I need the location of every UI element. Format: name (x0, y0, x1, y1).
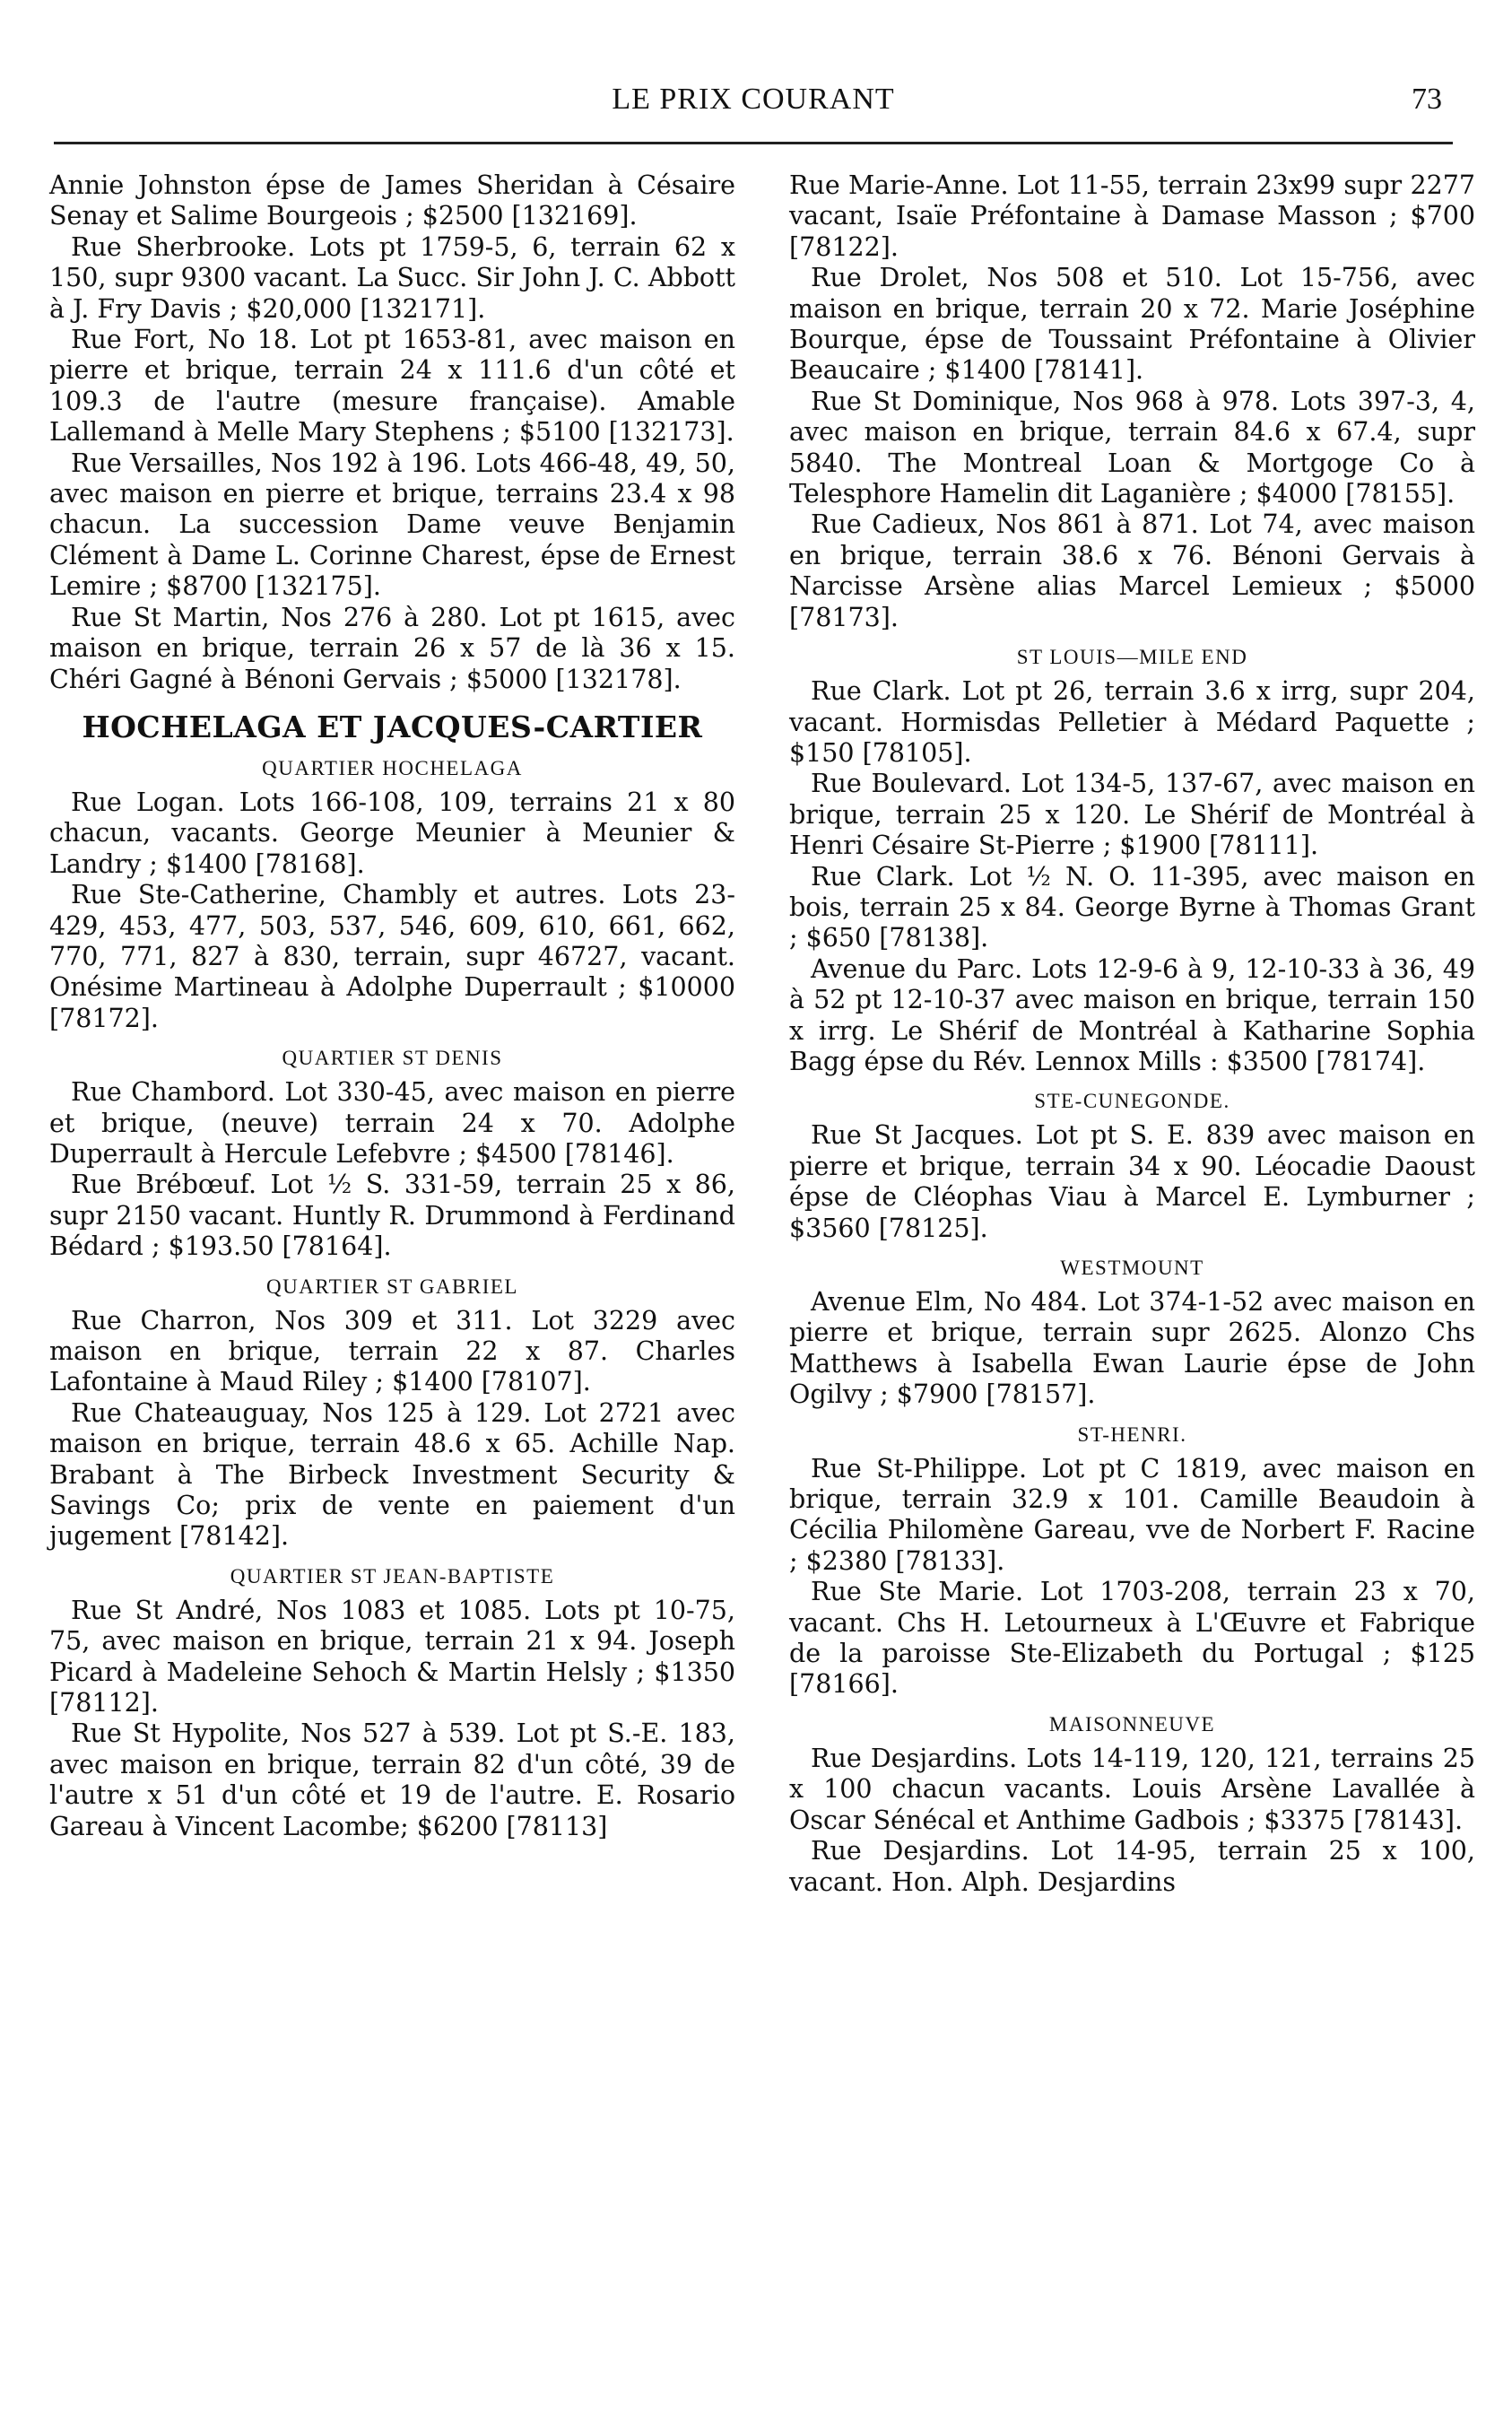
entry: Rue St Jacques. Lot pt S. E. 839 avec maison en pierre et brique, terrain 34 x 90. Léocadie Daoust épse de Cléophas Viau à Marcel E. Lymburner ; $3560 [78125]. (789, 1120, 1475, 1243)
entry: Rue Drolet, Nos 508 et 510. Lot 15-756, avec maison en brique, terrain 20 x 72. Marie Joséphine Bourque, épse de Toussaint Préfontaine à Olivier Beaucaire ; $1400 [78141]. (789, 263, 1475, 386)
subheading: QUARTIER HOCHELAGA (262, 756, 523, 779)
entry: Rue St Hypolite, Nos 527 à 539. Lot pt S.-E. 183, avec maison en brique, terrain 82 d'un côté, 39 de l'autre x 51 d'un côté et 19 de l'autre. E. Rosario Gareau à Vincent Lacombe; $6200 [78113] (49, 1718, 735, 1841)
page-header (54, 83, 1453, 127)
entry: Avenue Elm, No 484. Lot 374-1-52 avec maison en pierre et brique, terrain supr 2625. Alonzo Chs Matthews à Isabella Ewan Laurie épse de John Ogilvy ; $7900 [78157]. (789, 1287, 1475, 1410)
entry: Rue St Dominique, Nos 968 à 978. Lots 397-3, 4, avec maison en brique, terrain 84.6 x 67.4, supr 5840. The Montreal Loan & Mortgoge Co à Telesphore Hamelin dit Laganière ; $4000 [78155]. (789, 386, 1475, 509)
subheading: STE-CUNEGONDE. (1034, 1090, 1230, 1113)
entry: Rue Sherbrooke. Lots pt 1759-5, 6, terrain 62 x 150, supr 9300 vacant. La Succ. Sir John J. C. Abbott à J. Fry Davis ; $20,000 [132171]. (49, 231, 735, 324)
subheading: MAISONNEUVE (1048, 1712, 1216, 1736)
subheading: WESTMOUNT (1060, 1257, 1204, 1279)
entry: Rue Cadieux, Nos 861 à 871. Lot 74, avec maison en brique, terrain 38.6 x 76. Bénoni Gervais à Narcisse Arsène alias Marcel Lemieux ; $5000 [78173]. (789, 509, 1475, 632)
entry: Rue Chambord. Lot 330-45, avec maison en pierre et brique, (neuve) terrain 24 x 70. Adolphe Duperrault à Hercule Lefebvre ; $4500 [78146]. (49, 1077, 735, 1169)
entry: Rue Chateauguay, Nos 125 à 129. Lot 2721 avec maison en brique, terrain 48.6 x 65. Achille Nap. Brabant à The Birbeck Investment Security & Savings Co; prix de vente en paiement d'un jugement [78142]. (49, 1397, 735, 1552)
entry: Rue Desjardins. Lot 14-95, terrain 25 x 100, vacant. Hon. Alph. Desjardins (789, 1836, 1475, 1897)
entry: Rue Fort, No 18. Lot pt 1653-81, avec maison en pierre et brique, terrain 24 x 111.6 d'un côté et 109.3 de l'autre (mesure française). Amable Lallemand à Melle Mary Stephens ; $5100 [132173]. (49, 325, 735, 448)
entry: Rue Ste Marie. Lot 1703-208, terrain 23 x 70, vacant. Chs H. Letourneux à L'Œuvre et Fabrique de la paroisse Ste-Elizabeth du Portugal ; $125 [78166]. (789, 1577, 1475, 1700)
entry: Rue Ste-Catherine, Chambly et autres. Lots 23-429, 453, 477, 503, 537, 546, 609, 610, 661, 662, 770, 771, 827 à 830, terrain, supr 46727, vacant. Onésime Martineau à Adolphe Duperrault ; $10000 [78172]. (49, 880, 735, 1033)
entry: Rue St Martin, Nos 276 à 280. Lot pt 1615, avec maison en brique, terrain 26 x 57 de là 36 x 15. Chéri Gagné à Bénoni Gervais ; $5000 [132178]. (49, 602, 735, 694)
page-number: 73 (1412, 83, 1442, 116)
section-title: HOCHELAGA ET JACQUES-CARTIER (82, 709, 703, 744)
right-column (789, 170, 1475, 1898)
entry: Rue Marie-Anne. Lot 11-55, terrain 23x99 supr 2277 vacant, Isaïe Préfontaine à Damase Masson ; $700 [78122]. (789, 170, 1475, 262)
entry: Rue Clark. Lot ½ N. O. 11-395, avec maison en bois, terrain 25 x 84. George Byrne à Thomas Grant ; $650 [78138]. (789, 861, 1475, 953)
subheading: ST LOUIS—MILE END (1016, 646, 1248, 669)
entry: Rue Versailles, Nos 192 à 196. Lots 466-48, 49, 50, avec maison en pierre et brique, terrains 23.4 x 98 chacun. La succession Dame veuve Benjamin Clément à Dame L. Corinne Charest, épse de Ernest Lemire ; $8700 [132175]. (49, 448, 735, 602)
left-column (49, 170, 735, 1842)
entry: Rue Clark. Lot pt 26, terrain 3.6 x irrg, supr 204, vacant. Hormisdas Pelletier à Médard Paquette ; $150 [78105]. (789, 676, 1475, 768)
entry: Rue Boulevard. Lot 134-5, 137-67, avec maison en brique, terrain 25 x 120. Le Shérif de Montréal à Henri Césaire St-Pierre ; $1900 [78111]. (789, 769, 1475, 861)
entry: Rue Desjardins. Lots 14-119, 120, 121, terrains 25 x 100 chacun vacants. Louis Arsène Lavallée à Oscar Sénécal et Anthime Gadbois ; $3375 [78143]. (789, 1743, 1475, 1835)
entry: Rue St-Philippe. Lot pt C 1819, avec maison en brique, terrain 32.9 x 101. Camille Beaudoin à Cécilia Philomène Gareau, vve de Norbert F. Racine ; $2380 [78133]. (789, 1453, 1475, 1576)
subheading: ST-HENRI. (1077, 1422, 1187, 1446)
subheading: QUARTIER ST GABRIEL (266, 1275, 518, 1298)
header-rule (54, 142, 1453, 144)
entry: Avenue du Parc. Lots 12-9-6 à 9, 12-10-33 à 36, 49 à 52 pt 12-10-37 avec maison en brique, terrain 150 x irrg. Le Shérif de Montréal à Katharine Sophia Bagg épse du Rév. Lennox Mills : $3500 [78174]. (789, 953, 1475, 1076)
entry: Rue Charron, Nos 309 et 311. Lot 3229 avec maison en brique, terrain 22 x 87. Charles Lafontaine à Maud Riley ; $1400 [78107]. (49, 1305, 735, 1397)
entry: Annie Johnston épse de James Sheridan à Césaire Senay et Salime Bourgeois ; $2500 [132169]. (49, 170, 735, 231)
running-title: LE PRIX COURANT (612, 83, 895, 116)
entry: Rue St André, Nos 1083 et 1085. Lots pt 10-75, 75, avec maison en brique, terrain 21 x 94. Joseph Picard à Madeleine Sehoch & Martin Helsly ; $1350 [78112]. (49, 1595, 735, 1718)
entry: Rue Brébœuf. Lot ½ S. 331-59, terrain 25 x 86, supr 2150 vacant. Huntly R. Drummond à Ferdinand Bédard ; $193.50 [78164]. (49, 1170, 735, 1262)
entry: Rue Logan. Lots 166-108, 109, terrains 21 x 80 chacun, vacants. George Meunier à Meunier & Landry ; $1400 [78168]. (49, 787, 735, 879)
subheading: QUARTIER ST JEAN-BAPTISTE (230, 1564, 555, 1588)
subheading: QUARTIER ST DENIS (282, 1047, 503, 1070)
